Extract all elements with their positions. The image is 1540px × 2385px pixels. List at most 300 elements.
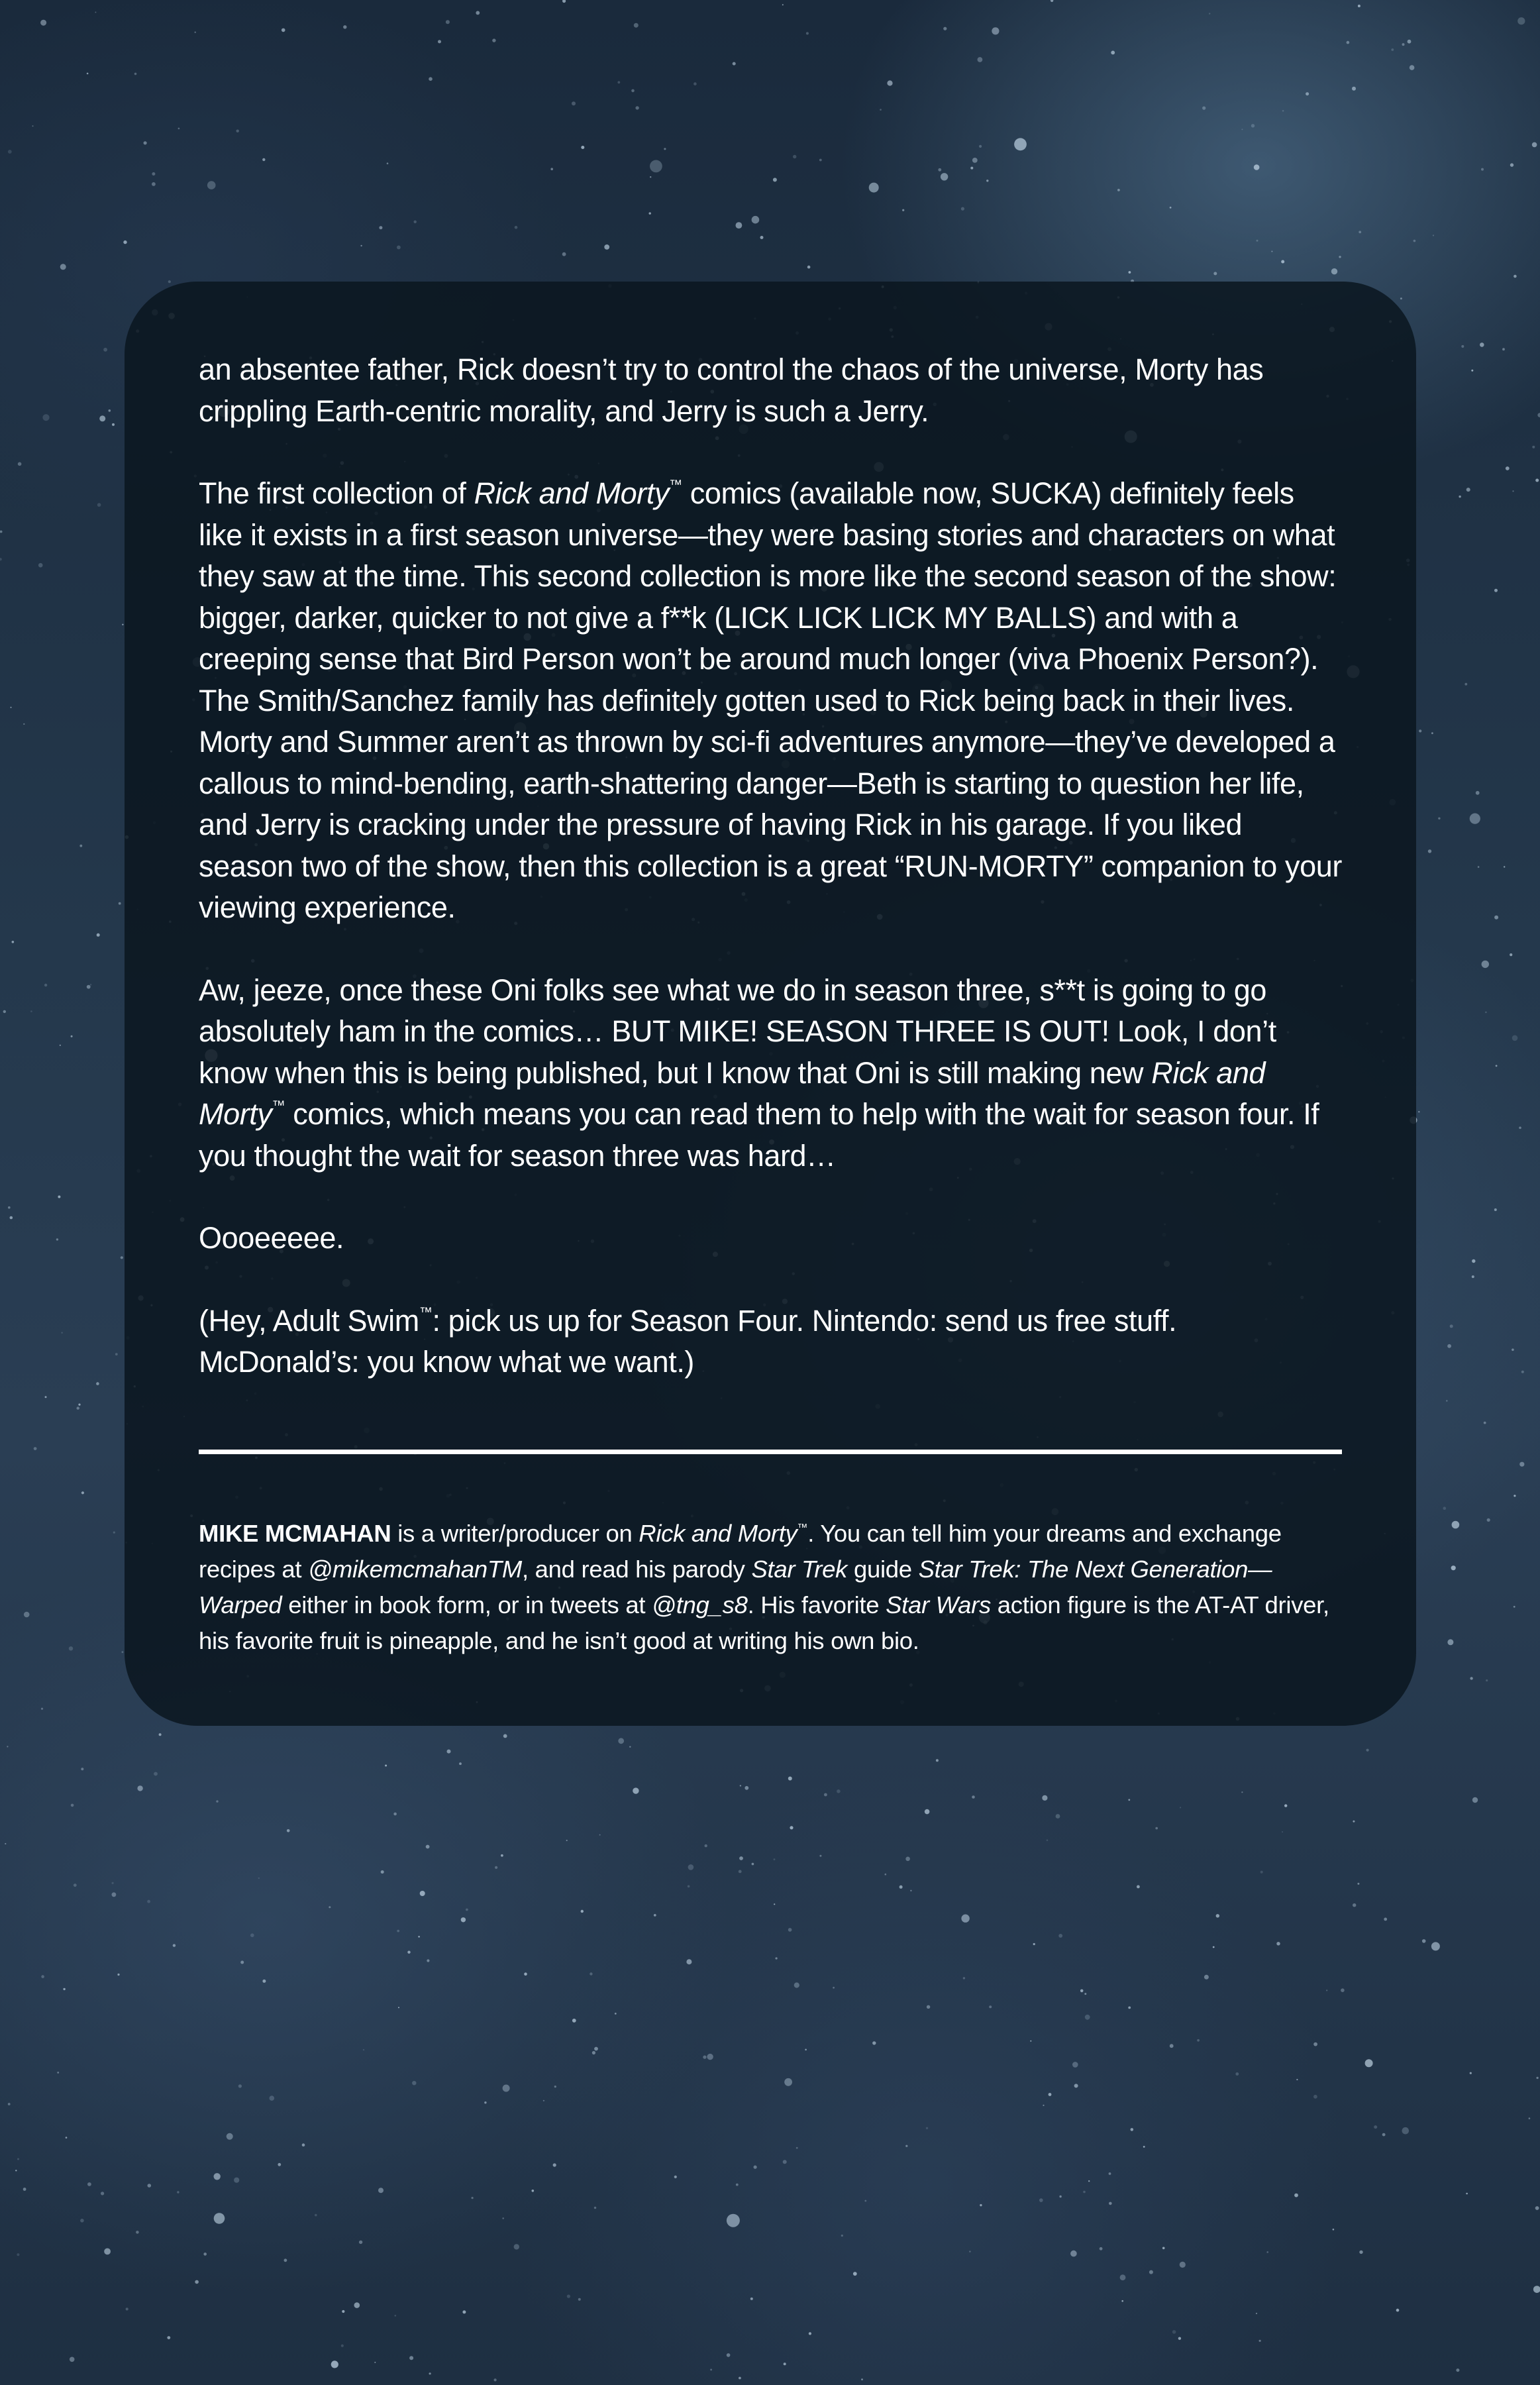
- star: [1359, 2251, 1362, 2254]
- star: [617, 81, 620, 83]
- star: [1482, 961, 1489, 968]
- star: [1537, 413, 1540, 417]
- star: [395, 2315, 397, 2317]
- star: [63, 1988, 65, 1990]
- star: [1532, 446, 1535, 449]
- star: [1085, 2015, 1090, 2020]
- star: [805, 2049, 807, 2051]
- star: [378, 2188, 384, 2193]
- star: [1413, 240, 1416, 242]
- star: [887, 80, 892, 85]
- star: [79, 845, 82, 847]
- star: [1447, 1639, 1453, 1645]
- star: [1472, 1797, 1478, 1803]
- star: [1512, 490, 1514, 492]
- star: [1306, 92, 1309, 95]
- star: [550, 168, 553, 170]
- star: [8, 2103, 11, 2105]
- star: [794, 1982, 799, 1988]
- star: [203, 2252, 207, 2256]
- star: [5, 1843, 6, 1844]
- star: [1353, 1903, 1356, 1907]
- star: [1204, 1975, 1209, 1980]
- star: [1438, 818, 1440, 820]
- star: [81, 1768, 83, 1770]
- star: [740, 1785, 741, 1786]
- star: [566, 1840, 568, 1841]
- paragraph-4: Oooeeeee.: [199, 1221, 344, 1255]
- star: [122, 1651, 124, 1653]
- star: [1083, 2191, 1086, 2194]
- star: [343, 25, 346, 28]
- star: [733, 62, 736, 66]
- star: [824, 1793, 827, 1797]
- star: [1235, 2072, 1239, 2076]
- star: [359, 2241, 362, 2244]
- star: [674, 2176, 677, 2178]
- star: [635, 106, 639, 109]
- star: [925, 1809, 930, 1815]
- star: [74, 1883, 77, 1887]
- star: [97, 503, 101, 507]
- star: [1481, 168, 1484, 171]
- star: [594, 2207, 596, 2209]
- star: [1384, 1918, 1387, 1921]
- franchise-title: Star Wars: [886, 1591, 991, 1618]
- afterword-body: [199, 349, 1342, 1383]
- star: [177, 2191, 179, 2193]
- paragraph-2: The first collection of Rick and Morty™ comics (available now, SUCKA) definitely feels like it exists in a first season universe—they were basing stories and characters on what they saw at the time. This second collection is more like the second season of the show: bigger, darker, quicker to not give a f**k (LICK LICK LICK MY BALLS) and with a creeping sense that Bird Person won’t be around much longer (viva Phoenix Person?). The Smith/Sanchez family has definitely gotten used to Rick being back in their lives. Morty and Summer aren’t as thrown by sci-fi adventures anymore—they’ve developed a callous to mind-bending, earth-shattering danger—Beth is starting to question her life, and Jerry is cracking under the pressure of having Rick in his garage. If you liked season two of the show, then this collection is a great “RUN-MORTY” companion to your viewing experience.: [199, 476, 1342, 924]
- star: [1494, 916, 1498, 920]
- star: [806, 32, 809, 34]
- star: [650, 176, 651, 178]
- star: [562, 252, 566, 256]
- star: [819, 1855, 821, 1857]
- star: [23, 723, 25, 725]
- star: [736, 2184, 739, 2186]
- star: [688, 1885, 690, 1888]
- star: [1472, 1259, 1475, 1263]
- star: [214, 2213, 225, 2224]
- star: [30, 1010, 32, 1012]
- star: [905, 2145, 907, 2147]
- star: [631, 89, 635, 93]
- star: [1353, 1821, 1355, 1823]
- star: [989, 2005, 992, 2008]
- star: [1059, 2196, 1061, 2198]
- trademark-symbol: ™: [272, 1098, 285, 1113]
- star: [1149, 2270, 1153, 2274]
- star: [776, 1957, 778, 1959]
- star: [1121, 2300, 1123, 2302]
- star: [214, 2173, 221, 2180]
- star: [752, 1863, 754, 1866]
- star: [1326, 1989, 1327, 1991]
- star: [688, 1864, 694, 1870]
- star: [407, 1951, 410, 1954]
- star: [1382, 2133, 1386, 2137]
- star: [1480, 343, 1484, 347]
- star: [1180, 1807, 1181, 1808]
- star: [17, 2253, 19, 2256]
- star: [148, 2184, 152, 2188]
- star: [1131, 2128, 1134, 2131]
- star: [87, 2182, 91, 2186]
- star: [744, 1786, 748, 1790]
- star: [426, 1845, 430, 1849]
- star: [331, 2360, 338, 2368]
- star: [1418, 1111, 1419, 1112]
- star: [354, 2302, 360, 2308]
- star: [1120, 2274, 1126, 2280]
- star: [258, 1878, 260, 1879]
- star: [71, 1804, 74, 1807]
- star: [1464, 683, 1467, 686]
- star: [117, 1974, 119, 1976]
- star: [494, 2378, 497, 2381]
- star: [1472, 1275, 1474, 1278]
- star: [393, 1813, 397, 1816]
- star: [853, 2272, 857, 2276]
- star: [599, 1834, 601, 1836]
- star: [40, 20, 46, 26]
- star: [427, 1959, 429, 1962]
- star: [972, 1795, 975, 1799]
- star: [1535, 2206, 1539, 2210]
- trademark-symbol: ™: [669, 478, 682, 492]
- star: [837, 1789, 841, 1793]
- star: [56, 1238, 58, 1240]
- star: [664, 148, 666, 150]
- star: [113, 1532, 115, 1534]
- star: [476, 11, 480, 15]
- star: [1331, 268, 1337, 274]
- star: [604, 244, 609, 250]
- star: [899, 1885, 903, 1889]
- star: [773, 178, 777, 182]
- star: [581, 146, 584, 149]
- star: [809, 2332, 811, 2335]
- star: [961, 1915, 969, 1923]
- franchise-title: Star Trek: [751, 1555, 848, 1583]
- star: [970, 167, 973, 170]
- star: [1443, 1507, 1447, 1510]
- star: [532, 2190, 535, 2192]
- star: [978, 57, 983, 62]
- star: [782, 4, 784, 5]
- star: [17, 2158, 19, 2160]
- star: [1251, 124, 1255, 127]
- star: [126, 2307, 128, 2310]
- star: [1487, 1518, 1490, 1522]
- star: [387, 162, 389, 164]
- star: [429, 77, 433, 81]
- star: [774, 1903, 775, 1905]
- star: [1109, 2172, 1111, 2175]
- star: [44, 984, 47, 986]
- star: [302, 2143, 305, 2146]
- star: [195, 32, 196, 33]
- star: [1180, 2262, 1186, 2268]
- star: [1478, 866, 1480, 868]
- star: [137, 1785, 142, 1791]
- star: [41, 1975, 44, 1978]
- star: [788, 1777, 792, 1781]
- star: [1504, 866, 1505, 867]
- star: [1536, 2077, 1538, 2079]
- star: [315, 2214, 317, 2217]
- star: [238, 2084, 242, 2088]
- star: [1428, 849, 1431, 853]
- star: [12, 941, 15, 943]
- star: [774, 1858, 776, 1860]
- star: [1100, 2247, 1103, 2251]
- star: [112, 423, 115, 426]
- star: [515, 226, 518, 229]
- star: [461, 1917, 466, 1922]
- star: [986, 180, 988, 182]
- star: [60, 264, 66, 270]
- star: [1352, 87, 1356, 91]
- star: [1502, 348, 1505, 350]
- star: [869, 183, 879, 193]
- star: [363, 2049, 364, 2050]
- star: [1494, 589, 1498, 592]
- star: [227, 2133, 233, 2140]
- star: [0, 558, 2, 560]
- star: [581, 1910, 584, 1913]
- star: [1459, 496, 1461, 498]
- star: [0, 531, 3, 533]
- star: [969, 2251, 971, 2252]
- star: [1143, 2146, 1145, 2148]
- star: [1485, 1012, 1487, 1014]
- star: [1456, 2368, 1459, 2372]
- star: [1359, 231, 1361, 233]
- star: [87, 73, 89, 75]
- star: [8, 150, 12, 154]
- star: [96, 1382, 99, 1385]
- star: [992, 27, 999, 34]
- star: [429, 2372, 431, 2374]
- star: [910, 1890, 911, 1891]
- star: [649, 212, 651, 214]
- star: [1260, 1871, 1263, 1874]
- star: [562, 0, 566, 3]
- star: [446, 20, 450, 24]
- star: [554, 2086, 556, 2088]
- star: [1533, 2286, 1540, 2293]
- star: [1162, 2247, 1165, 2250]
- star: [262, 1980, 266, 1983]
- star: [784, 2078, 792, 2086]
- paragraph-1: an absentee father, Rick doesn’t try to control the chaos of the universe, Morty has crippling Earth-centric morality, and Jerry is such a Jerry.: [199, 352, 1264, 428]
- star: [1333, 2229, 1335, 2231]
- star: [397, 1930, 399, 1933]
- star: [938, 168, 941, 172]
- star: [693, 82, 697, 85]
- star: [1014, 138, 1027, 150]
- star: [1486, 1679, 1488, 1681]
- star: [154, 1772, 158, 1776]
- star: [284, 2258, 287, 2262]
- star: [60, 1045, 61, 1046]
- star: [282, 28, 285, 32]
- show-title: Rick and Morty: [474, 476, 670, 510]
- star: [1276, 1942, 1280, 1945]
- paragraph-5: (Hey, Adult Swim™: pick us up for Season Four. Nintendo: send us free stuff. McDonald’s: you know what we want.): [199, 1303, 1177, 1379]
- star: [1137, 1885, 1140, 1889]
- star: [1470, 1677, 1472, 1679]
- star: [398, 2007, 399, 2008]
- star: [784, 2362, 786, 2365]
- star: [23, 2188, 26, 2191]
- star: [42, 414, 49, 421]
- star: [270, 2095, 275, 2101]
- star: [1410, 65, 1415, 70]
- star: [1109, 2202, 1112, 2205]
- star: [1197, 2039, 1200, 2042]
- star: [710, 2369, 712, 2371]
- star: [1470, 814, 1480, 824]
- star: [979, 145, 982, 148]
- star: [1074, 2084, 1078, 2088]
- star: [1461, 345, 1464, 348]
- star: [69, 1646, 73, 1650]
- star: [572, 2019, 576, 2023]
- star: [1512, 1349, 1514, 1352]
- star: [41, 1708, 43, 1710]
- star: [492, 38, 495, 42]
- star: [134, 73, 137, 76]
- star: [236, 130, 239, 132]
- star: [412, 2081, 416, 2085]
- star: [1049, 2093, 1052, 2096]
- bio-show-title: Rick and Morty: [639, 1519, 797, 1547]
- star: [1284, 1804, 1287, 1807]
- star: [360, 245, 362, 246]
- star: [1532, 142, 1537, 148]
- star: [123, 240, 127, 244]
- star: [807, 266, 811, 269]
- star: [880, 109, 882, 111]
- star: [750, 2298, 753, 2300]
- star: [61, 1332, 62, 1334]
- star: [167, 2336, 170, 2339]
- star: [594, 2047, 598, 2051]
- star: [1374, 2125, 1377, 2129]
- star: [472, 2197, 474, 2199]
- star: [95, 12, 96, 13]
- star: [1155, 1827, 1158, 1830]
- star: [409, 2356, 413, 2360]
- star: [80, 2219, 84, 2223]
- star: [905, 1857, 910, 1862]
- star: [703, 2056, 706, 2059]
- star: [1129, 271, 1131, 274]
- star: [1471, 370, 1473, 372]
- star: [578, 2298, 581, 2301]
- star: [1519, 1462, 1524, 1467]
- star: [1396, 2309, 1400, 2312]
- star: [1366, 1749, 1369, 1752]
- star: [32, 125, 34, 127]
- author-bio: MIKE MCMAHAN is a writer/producer on Rick and Morty™. You can tell him your dreams and exchange recipes at @mikemcmahanTM, and read his parody Star Trek guide Star Trek: The Next Generation—Warped either in book form, or in tweets at @tng_s8. His favorite Star Wars action figure is the AT-AT driver, his favorite fruit is pineapple, and he isn’t good at writing his own bio.: [199, 1519, 1329, 1654]
- star: [861, 2378, 863, 2380]
- star: [1254, 164, 1260, 170]
- star: [1422, 1939, 1426, 1943]
- star: [543, 2100, 544, 2101]
- star: [77, 1406, 79, 1409]
- star: [872, 2041, 876, 2044]
- star: [1294, 2194, 1298, 2198]
- star: [152, 182, 156, 186]
- star: [1281, 260, 1284, 264]
- star: [633, 1787, 639, 1793]
- star: [418, 1936, 420, 1938]
- star: [1519, 1127, 1521, 1130]
- star: [686, 1959, 692, 1964]
- star: [1170, 207, 1172, 209]
- star: [1431, 1942, 1440, 1950]
- star: [707, 2054, 713, 2060]
- star: [70, 2357, 75, 2362]
- star: [1088, 2180, 1090, 2182]
- star: [1529, 2117, 1531, 2119]
- star: [1452, 1521, 1460, 1529]
- star: [115, 1353, 118, 1355]
- star: [1072, 2062, 1078, 2068]
- star: [1514, 275, 1517, 278]
- star: [466, 1909, 468, 1911]
- text-panel: [125, 282, 1416, 1726]
- star: [397, 246, 401, 250]
- star: [122, 624, 123, 625]
- star: [447, 1750, 451, 1754]
- star: [972, 158, 978, 163]
- star: [342, 2310, 344, 2313]
- star: [1313, 2042, 1317, 2046]
- star: [1256, 2313, 1257, 2314]
- star: [99, 415, 105, 421]
- star: [1510, 163, 1514, 166]
- star: [1213, 1946, 1215, 1948]
- trademark-symbol: ™: [419, 1304, 433, 1320]
- star: [885, 1874, 887, 1876]
- star: [57, 2072, 59, 2074]
- star: [119, 902, 121, 905]
- star: [7, 1746, 8, 1747]
- star: [790, 1826, 793, 1829]
- star: [739, 2377, 741, 2380]
- star: [1084, 1993, 1086, 1995]
- star: [1128, 1799, 1130, 1801]
- author-name: MIKE MCMAHAN: [199, 1519, 391, 1547]
- star: [963, 1977, 965, 1979]
- star: [760, 236, 764, 239]
- star: [739, 1870, 742, 1874]
- star: [1313, 2095, 1317, 2099]
- star: [927, 2005, 930, 2009]
- star: [1202, 107, 1206, 110]
- star: [178, 128, 180, 130]
- star: [250, 1933, 254, 1937]
- star: [524, 1972, 527, 1976]
- star: [1241, 1791, 1243, 1793]
- divider-rule: [199, 1450, 1342, 1454]
- star: [567, 2295, 570, 2298]
- star: [1030, 2040, 1031, 2042]
